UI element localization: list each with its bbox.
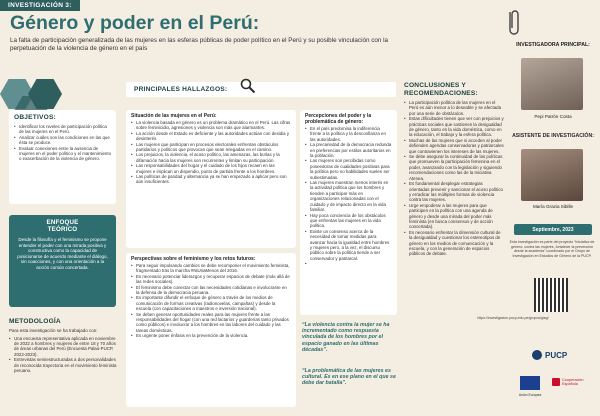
findings-banner bbox=[126, 82, 396, 97]
list-item: • Existe un consenso acerca de la necesidad de tomar medidas para avanzar hacia la igualdad entre hombres y mujeres pero, a la vez, el discurso público sobre la política tiende a ser conservador y patriarcal. bbox=[305, 229, 392, 261]
list-item: • Entrevistas semiestructuradas a dos personalidades de reconocida trayectoria en el movimiento feminista peruano. bbox=[9, 357, 119, 373]
methodology-intro: Para esta investigación se ha trabajado con: bbox=[9, 328, 98, 333]
theory-text: Desde la filosofía y el feminismo se propone entender el poder con una mirada positiva y constructiva como la capacidad de posicionarse de acuerdo mediante el diálogo, sin coacciones, y con una orientación a la acción común concertada. bbox=[17, 237, 108, 270]
list-item: • La acción desde el Estado es deficiente y las autoridades actúan con desidia y desinterés. bbox=[131, 131, 291, 142]
quote-culture: “La problemática de las mujeres es cultural. Es en ese plano en el que se debe dar batalla”. bbox=[302, 368, 396, 387]
list-item: • Las responsabilidades del hogar y el cuidado de los hijos recaen en las mujeres e implican un dispendio, punto de partida frente a los hombres. bbox=[131, 163, 291, 174]
list-item: • Es importante difundir el enfoque de género a través de los medios de comunicación de formas creativas (radionovelas, campañas) y desde la escuela (con capacitaciones a maestros e inversión nacional). bbox=[131, 295, 291, 311]
methodology-heading: METODOLOGÍA bbox=[9, 318, 61, 325]
cooperacion-logo bbox=[552, 378, 592, 387]
perceptions-panel bbox=[300, 110, 397, 315]
pucp-logo bbox=[532, 350, 567, 360]
researchers-panel bbox=[510, 42, 596, 48]
eu-flag bbox=[520, 376, 540, 390]
pucp-logo-text: PUCP bbox=[545, 350, 568, 360]
principal-investigator-name: Pepi Patrón Costa bbox=[534, 114, 572, 119]
list-item: • La violencia basada en género es un problema dramático en el Perú. Las cifras sobre feminicidio, agresiones y violencia son más que alarmantes. bbox=[131, 120, 291, 131]
list-item: • Las mujeres son percibidas como poseedoras de cualidades positivas para la política pero no habilidades suelen ser subestimadas. bbox=[305, 158, 392, 180]
list-item: • Se deben generar oportunidades reales para las mujeres frente a las responsabilidades del hogar (con una red lactarios y guarderías tanto privados como públicos) e involucrar a los hombres en las labores del cuidado y las tareas domésticas. bbox=[131, 312, 291, 334]
assistant-name: María Grazia Sibille bbox=[532, 204, 574, 209]
list-item: • Las mujeres muestran menos interés en la actividad política que los hombres y tienden a participar más en organizaciones relacionadas con el cuidado y de impacto directo en la vida familiar. bbox=[305, 180, 392, 212]
list-item: • Evaluar conexiones entre la ausencia de mujeres en el poder político y el mantenimiento o exacerbación de la violencia de género. bbox=[14, 146, 111, 162]
list-item: • Identificar los niveles de participación política de las mujeres en el Perú. bbox=[14, 124, 111, 135]
list-item: • La precariedad de la democracia redunda en preferencias por estilos autoritarios en la población. bbox=[305, 142, 392, 158]
project-url[interactable]: https://investigacion.pucp.edu.pe/grupos/gieg/ bbox=[477, 316, 549, 320]
paperclip-icon bbox=[505, 8, 521, 38]
eu-label: Unión Europea bbox=[518, 393, 542, 397]
cooperacion-logo-text: Cooperación Española bbox=[562, 378, 584, 387]
page-title: Género y poder en el Perú: bbox=[10, 12, 260, 34]
conclusions-panel bbox=[404, 82, 504, 257]
magnifier-icon bbox=[240, 78, 256, 94]
principal-investigator-label: INVESTIGADORA PRINCIPAL: bbox=[516, 42, 590, 48]
list-item: • Hay poca conciencia de los obstáculos que enfrentan las mujeres en la vida política. bbox=[305, 213, 392, 229]
quote-violence: “La violencia contra la mujer se ha incrementado como respuesta vinculada de los hombres por el espacio ganado en las últimas décadas”. bbox=[302, 322, 390, 353]
list-item: • Urge empoderar a las mujeres para que participen en la política con una agenda de género y desde una mirada del poder más feminista (en busca consensos y de acción concertada). bbox=[404, 203, 504, 230]
theory-panel bbox=[9, 215, 116, 307]
situation-panel bbox=[126, 110, 296, 248]
list-item: • Analizar cuáles son las condiciones en las que ésta se produce. bbox=[14, 135, 111, 146]
list-item: • Es necesario potenciar liderazgos y recuperar espacios de debate (más allá de las redes sociales). bbox=[131, 274, 291, 285]
qr-code bbox=[534, 278, 568, 312]
findings-heading: PRINCIPALES HALLAZGOS: bbox=[134, 86, 228, 93]
list-item: • Es necesario enfrentar la dimensión cultural de la desigualdad y cuestionar los estereotipos de género en los medios de comunicación y la escuela, y con la generación de espacios públicos de debate. bbox=[404, 230, 504, 257]
assistant-label: ASISTENTE DE INVESTIGACIÓN: bbox=[512, 133, 594, 139]
research-label: INVESTIGACIÓN 3: bbox=[0, 0, 80, 11]
list-item: • Para seguir impulsando cambios se debe recomponer el movimiento feminista, fragmentado tras la marcha #NiUnaMenos del 2016. bbox=[131, 263, 291, 274]
page-subtitle: La falta de participación generalizada de las mujeres en las esferas públicas de poder político en el Perú y su posible vinculación con la perpetuación de la violencia de género en el país bbox=[10, 37, 389, 52]
list-item: • En el país predomina la indiferencia frente a la política y la desconfianza en las autoridades. bbox=[305, 126, 392, 142]
principal-investigator-photo bbox=[521, 58, 583, 110]
situation-title: Situación de las mujeres en el Perú: bbox=[131, 113, 217, 119]
objectives-heading: OBJETIVOS: bbox=[14, 114, 56, 121]
list-item: • El feminismo debe conectar con las necesidades cotidianas e involucrarse en la defensa de la democracia peruana. bbox=[131, 285, 291, 296]
list-item: • Las políticas de paridad y alternancia ya se han empezado a aplicar pero son aún insuficientes. bbox=[131, 174, 291, 185]
list-item: • La participación política de las mujeres en el Perú es aún menor a lo deseable y se afectada por una serie de obstáculos. bbox=[404, 100, 504, 116]
conclusions-heading: CONCLUSIONES Y RECOMENDACIONES: bbox=[404, 82, 478, 97]
objectives-panel bbox=[9, 110, 116, 204]
perceptions-title: Percepciones del poder y la problemática de género: bbox=[305, 113, 372, 125]
perspectives-title: Perspectivas sobre el feminismo y los retos futuros: bbox=[131, 256, 256, 262]
project-note: Esta investigación es parte del proyecto “Iniciativa de género: contra las mujeres, fortalecer la prevención desde la academia” coordinado por el Grupo de Investigación en Estudios de Género de la PUCP. bbox=[509, 240, 595, 258]
assistant-photo bbox=[521, 149, 583, 201]
list-item: • Es fundamental desplegar estrategias orientadas prevenir y sancionar el acoso político y erradicar las múltiples formas de violencia contra las mujeres. bbox=[404, 181, 504, 203]
perspectives-panel bbox=[126, 253, 296, 407]
methodology-panel bbox=[9, 318, 119, 373]
list-item: • Las mujeres que participan en procesos electorales enfrentan obstáculos partidarios y políticos que provocan que sean relegadas en el camino. bbox=[131, 142, 291, 153]
list-item: • Muchas de las mujeres que si acceden al poder defienden agendas conservadoras y patriarcales que contravienen los intereses de las mujeres. bbox=[404, 138, 504, 154]
list-item: • Es urgente poner énfasis en la prevención de la violencia. bbox=[131, 333, 291, 338]
list-item: • Una encuesta representativa aplicada en noviembre de 2022 a hombres y mujeres de entre 18 y 70 años de áreas urbanas del Perú (Encuesta Palaú-PUCP, 2022-2023). bbox=[9, 336, 119, 358]
list-item: • Se debe asegurar la continuidad de las políticas que promueven la participación femenina en el poder, avanzando con la legislación y siguiendo recomendaciones como las de la Iniciativa Atenea. bbox=[404, 154, 504, 181]
list-item: • Estas dificultades tienen que ver con prejuicios y prácticas sociales que sostienen la desigualdad de género, tanto en la vida doméstica, como en la educación, el trabajo y la esfera política. bbox=[404, 116, 504, 138]
theory-heading: ENFOQUE TEÓRICO bbox=[46, 219, 79, 233]
list-item: • Los prejuicios, la violencia, el acoso político, las amenazas, las burlas y la difamación hacia las mujeres son recurrentes y limitan su participación. bbox=[131, 152, 291, 163]
date-badge: Septiembre, 2023 bbox=[514, 224, 592, 235]
